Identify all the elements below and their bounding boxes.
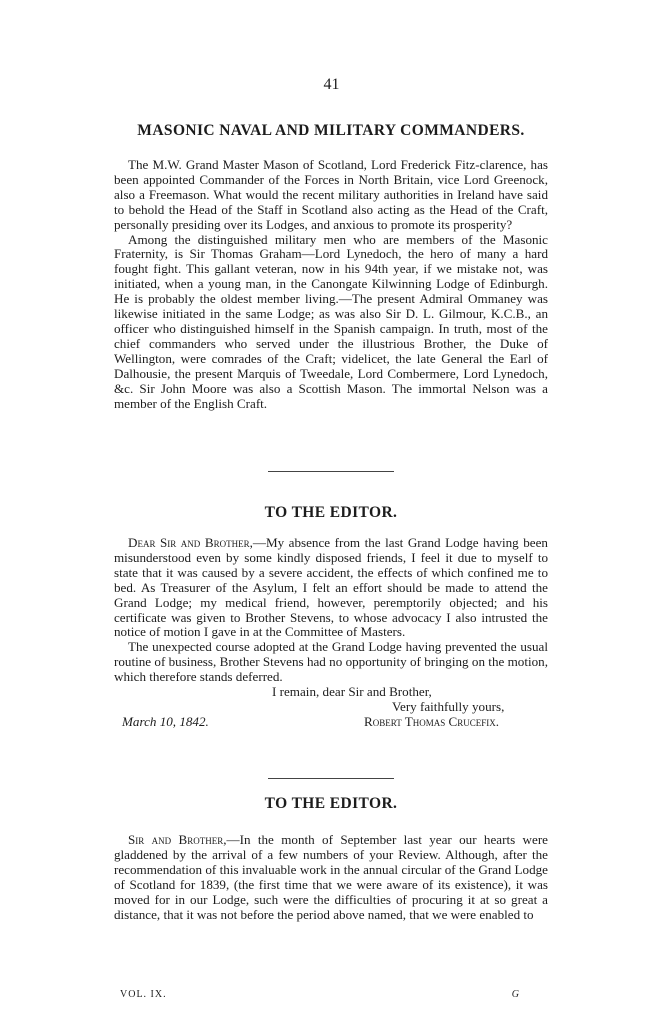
letter-salutation: Sir and Brother, — [128, 832, 227, 847]
letter-to-editor-2 — [114, 795, 548, 922]
letter-heading: TO THE EDITOR. — [264, 795, 398, 812]
letter-to-editor-1 — [114, 504, 548, 745]
article-paragraph: Among the distinguished military men who are members of the Masonic Fraternity, is Sir Thomas Graham—Lord Lynedoch, the hero of many a hard fought fight. This gallant veteran, now in his 94th year, if we mistake not, was initiated, when a young man, in the Canongate Kilwinning Lodge of Edinburgh. He is probably the oldest member living.—The present Admiral Ommaney was likewise initiated in the same Lodge; as was also Sir D. L. Gilmour, K.C.B., an officer who distinguished himself in the Spanish campaign. In truth, most of the chief commanders who served under the illustrious Brother, the Duke of Wellington, were comrades of the Craft; videlicet, the late General the Earl of Dalhousie, the present Marquis of Tweedale, Lord Combermere, Lord Lynedoch, &c. Sir John Moore was also a Scottish Mason. The immortal Nelson was a member of the English Craft. — [114, 231, 548, 411]
article-naval-military — [114, 122, 548, 411]
article-paragraph: The M.W. Grand Master Mason of Scotland, Lord Frederick Fitz-clarence, has been appointed Commander of the Forces in North Britain, vice Lord Greenock, also a Freemason. What would the recent military authorities in Ireland have said to behold the Head of the Staff in Scotland also acting as the Head of the Craft, personally presiding over its Lodges, and anxious to promote its prosperity? — [114, 157, 548, 232]
letter-closing — [114, 685, 548, 745]
signature-mark: G — [511, 989, 520, 1000]
valediction: Very faithfully yours, — [392, 699, 505, 715]
letter-date: March 10, 1842. — [122, 714, 209, 730]
closing-phrase: I remain, dear Sir and Brother, — [272, 684, 432, 700]
letter-paragraph: The unexpected course adopted at the Grand Lodge having prevented the usual routine of business, Brother Stevens had no opportunity of bringing on the motion, which therefore stands deferred. — [114, 639, 548, 685]
letter-salutation: Dear Sir and Brother, — [128, 535, 253, 550]
article-heading: MASONIC NAVAL AND MILITARY COMMANDERS. — [137, 122, 525, 139]
letter-paragraph — [114, 833, 548, 922]
volume-label: VOL. IX. — [120, 989, 167, 1000]
section-divider — [268, 471, 394, 472]
page-number: 41 — [323, 76, 340, 93]
section-divider — [268, 778, 394, 779]
page-footer — [114, 989, 548, 1000]
letter-body-text: —In the month of September last year our hearts were gladdened by the arrival of a few numbers of your Review. Although, after the recommendation of this invaluable work in the annual circular of the Grand Lodge of Scotland for 1839, (the first time that we were aware of its existence), it was moved for in our Lodge, such were the difficulties of procuring it at so great a distance, that it was not before the period above named, that we were enabled to — [114, 832, 548, 922]
letter-heading: TO THE EDITOR. — [264, 504, 398, 521]
letter-signature: Robert Thomas Crucefix. — [364, 714, 500, 730]
letter-paragraph — [114, 536, 548, 640]
letter-body-text: —My absence from the last Grand Lodge having been misunderstood even by some kindly disposed friends, I feel it due to myself to state that it was caused by a severe accident, the effects of which confined me to bed. As Treasurer of the Asylum, I felt an effort should be made to attend the Grand Lodge; my medical friend, however, peremptorily objected; and his certificate was given to Brother Stevens, to whose advocacy I also intrusted the notice of motion I gave in at the Committee of Masters. — [114, 535, 548, 640]
